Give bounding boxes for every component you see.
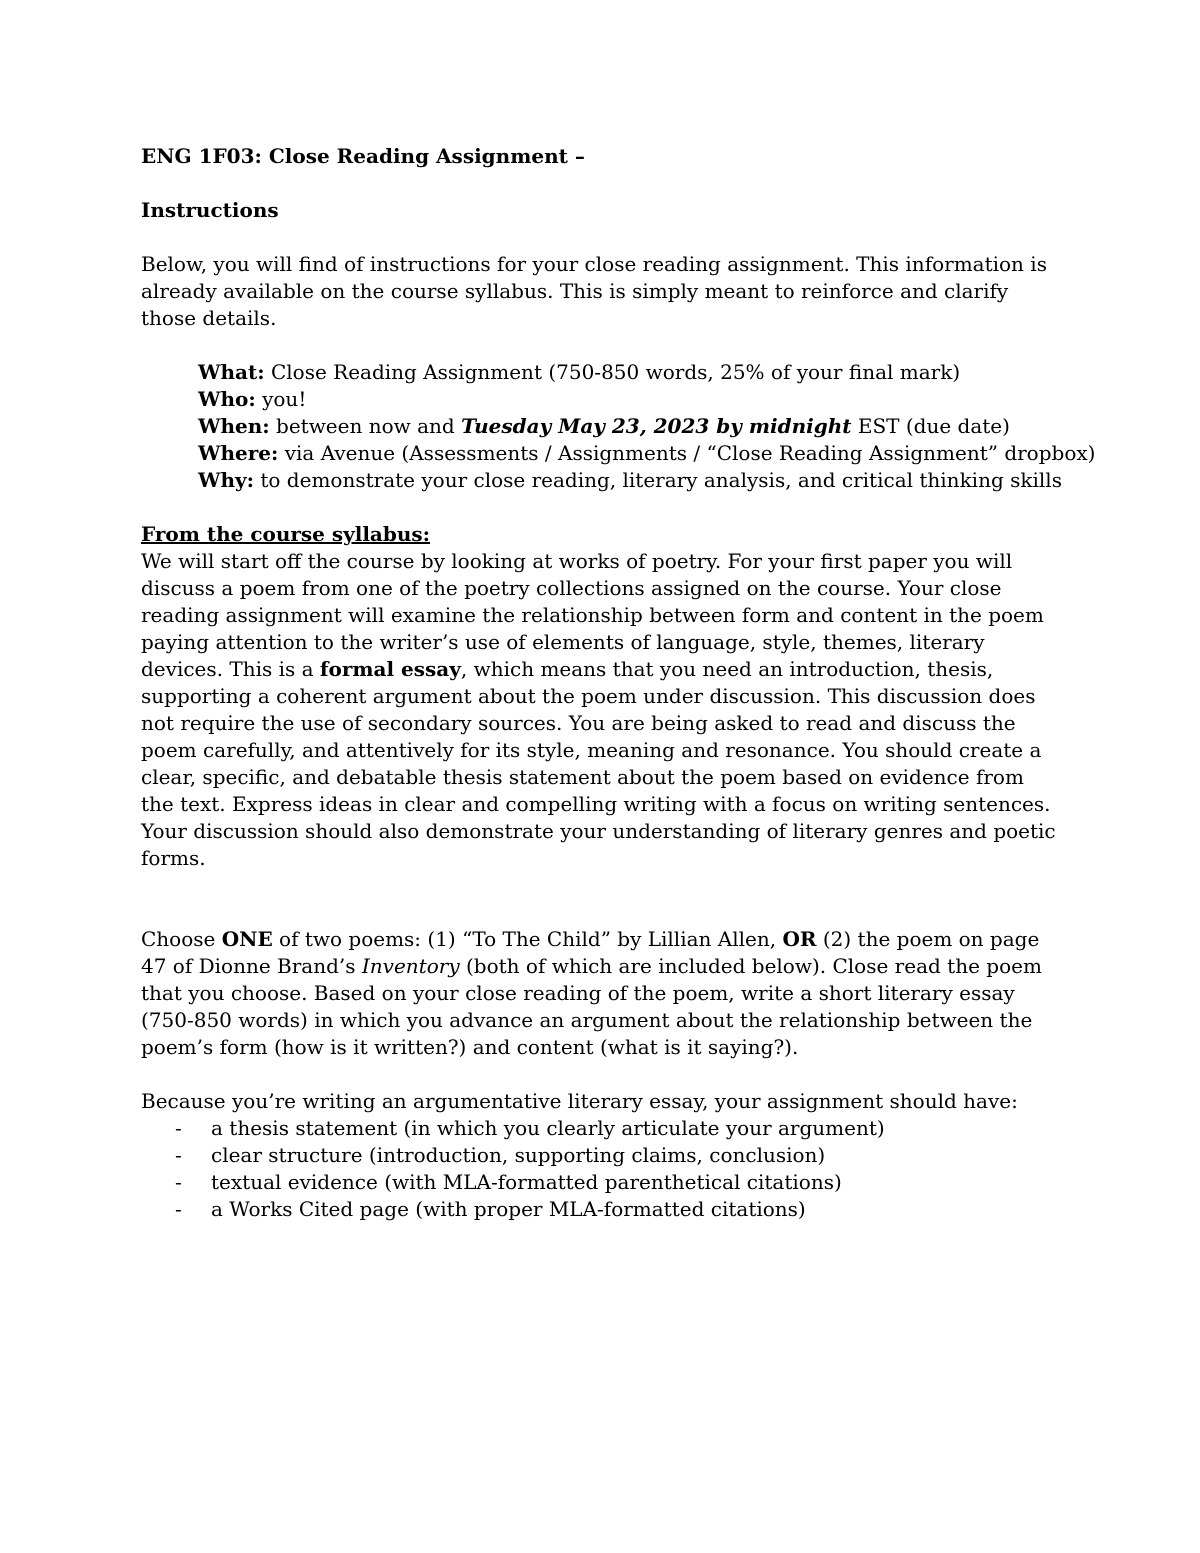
detail-when-due-date: Tuesday May 23, 2023 by midnight	[461, 414, 852, 438]
choose-one-emphasis: ONE	[221, 927, 273, 951]
because-paragraph: Because you’re writing an argumentative literary essay, your assignment should have:	[141, 1089, 1018, 1113]
detail-when-label: When:	[198, 414, 270, 438]
detail-why-label: Why:	[198, 468, 255, 492]
choose-or-emphasis: OR	[782, 927, 817, 951]
detail-what-label: What:	[198, 360, 265, 384]
document-title: ENG 1F03: Close Reading Assignment –	[141, 144, 585, 168]
detail-where-text: via Avenue (Assessments / Assignments / “Close Reading Assignment” dropbox)	[278, 441, 1096, 465]
detail-what	[198, 359, 1061, 386]
detail-when-text-2: EST (due date)	[851, 414, 1010, 438]
detail-why-text: to demonstrate your close reading, literary analysis, and critical thinking skills	[254, 468, 1062, 492]
detail-when	[198, 413, 1061, 440]
syllabus-heading: From the course syllabus:	[141, 522, 431, 546]
detail-who	[198, 386, 1061, 413]
list-item-text: a Works Cited page (with proper MLA-formatted citations)	[211, 1197, 806, 1221]
detail-where	[198, 440, 1096, 467]
list-item	[141, 1196, 1061, 1223]
choose-text-1: Choose	[141, 927, 222, 951]
detail-where-label: Where:	[198, 441, 279, 465]
list-item-text: textual evidence (with MLA-formatted parenthetical citations)	[211, 1170, 842, 1194]
choose-text-4: (both of which are included below). Close read the poem that you choose. Based on your close reading of the poem, write a short literary essay (750-850 words) in which you advance an argument about the relationship between the poem’s form (how is it written?) and content (what is it saying?).	[141, 954, 1042, 1059]
detail-who-text: you!	[255, 387, 307, 411]
list-dash: -	[175, 1116, 182, 1140]
requirements-list	[141, 1115, 1061, 1223]
detail-what-text: Close Reading Assignment (750-850 words, 25% of your final mark)	[264, 360, 961, 384]
list-item	[141, 1169, 1061, 1196]
list-item	[141, 1142, 1061, 1169]
syllabus-text-1: We will start off the course by looking at works of poetry. For your first paper you will discuss a poem from one of the poetry collections assigned on the course. Your close reading assignment will examine the relationship between form and content in the poem paying attention to the writer’s use of elements of language, style, themes, literary devices. This is a	[141, 549, 1044, 681]
list-item	[141, 1115, 1061, 1142]
choose-paragraph	[141, 926, 1061, 1061]
syllabus-text-2: , which means that you need an introduction, thesis, supporting a coherent argument about the poem under discussion. This discussion does not require the use of secondary sources. You are being asked to read and discuss the poem carefully, and attentively for its style, meaning and resonance. You should create a clear, specific, and debatable thesis statement about the poem based on evidence from the text. Express ideas in clear and compelling writing with a focus on writing sentences. Your discussion should also demonstrate your understanding of literary genres and poetic forms.	[141, 657, 1056, 870]
choose-text-3: (2) the poem on page 47 of Dionne Brand’s	[141, 927, 1040, 978]
intro-paragraph: Below, you will find of instructions for your close reading assignment. This information is already available on the course syllabus. This is simply meant to reinforce and clarify those details.	[141, 252, 1047, 330]
list-item-text: clear structure (introduction, supporting claims, conclusion)	[211, 1143, 826, 1167]
list-item-text: a thesis statement (in which you clearly articulate your argument)	[211, 1116, 885, 1140]
assignment-details	[198, 359, 1096, 494]
list-dash: -	[175, 1197, 182, 1221]
instructions-heading: Instructions	[141, 198, 279, 222]
list-dash: -	[175, 1170, 182, 1194]
syllabus-formal-essay: formal essay	[319, 657, 461, 681]
document-page	[141, 143, 1096, 1223]
choose-text-2: of two poems: (1) “To The Child” by Lillian Allen,	[272, 927, 783, 951]
choose-inventory-title: Inventory	[361, 954, 460, 978]
syllabus-paragraph	[141, 548, 1061, 872]
detail-why	[198, 467, 1061, 494]
list-dash: -	[175, 1143, 182, 1167]
detail-when-text-1: between now and	[269, 414, 462, 438]
detail-who-label: Who:	[198, 387, 256, 411]
